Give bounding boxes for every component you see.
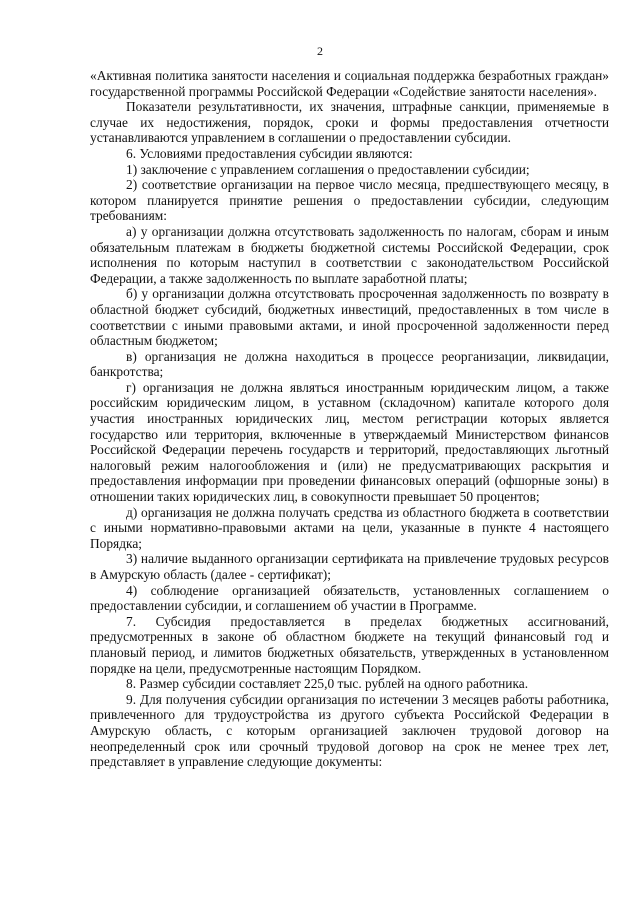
paragraph: в) организация не должна находиться в процессе реорганизации, ликвидации, банкротства; — [90, 348, 609, 380]
paragraph: д) организация не должна получать средства из областного бюджета в соответствии с иными нормативно-правовыми актами на цели, указанные в пункте 4 настоящего Порядка; — [90, 504, 609, 551]
page-number: 2 — [317, 44, 323, 58]
paragraph: 7. Субсидия предоставляется в пределах бюджетных ассигнований, предусмотренных в законе об областном бюджете на текущий финансовый год и плановый период, и лимитов бюджетных обязательств, утвержденных в установленном порядке на цели, предусмотренные настоящим Порядком. — [90, 613, 609, 676]
paragraph: 4) соблюдение организацией обязательств, установленных соглашением о предоставлении субсидии, и соглашением об участии в Программе. — [90, 582, 609, 614]
paragraph: 3) наличие выданного организации сертификата на привлечение трудовых ресурсов в Амурскую область (далее - сертификат); — [90, 551, 609, 582]
paragraph: а) у организации должна отсутствовать задолженность по налогам, сборам и иным обязательным платежам в бюджеты бюджетной системы Российской Федерации, срок исполнения по которым наступил в соответствии с законодательством Российской Федерации, а также задолженность по выплате заработной платы; — [90, 223, 609, 286]
paragraph: г) организация не должна являться иностранным юридическим лицом, а также российским юридическим лицом, в уставном (складочном) капитале которого доля участия иностранных юридических лиц, местом регистрации которых является государство или территория, включенные в утверждаемый Министерством финансов Российской Федерации перечень государств и территорий, предоставляющих льготный налоговый режим налогообложения и (или) не предусматривающих раскрытия и предоставления информации при проведении финансовых операций (офшорные зоны) в отношении таких юридических лиц, в совокупности превышает 50 процентов; — [90, 379, 609, 505]
paragraph: б) у организации должна отсутствовать просроченная задолженность по возврату в областной бюджет субсидий, бюджетных инвестиций, предоставленных в том числе в соответствии с иными правовыми актами, и иной просроченной задолженности перед областным бюджетом; — [90, 286, 609, 349]
paragraph: «Активная политика занятости населения и социальная поддержка безработных граждан» государственной программы Российской Федерации «Содействие занятости населения». — [90, 68, 609, 99]
paragraph: 9. Для получения субсидии организация по истечении 3 месяцев работы работника, привлеченного для трудоустройства из другого субъекта Российской Федерации в Амурскую область, с которым организацией заключен трудовой договор на неопределенный срок или срочный трудовой договор на срок не менее трех лет, представляет в управление следующие документы: — [90, 691, 609, 770]
paragraph: 1) заключение с управлением соглашения о предоставлении субсидии; — [126, 161, 530, 177]
paragraph: 2) соответствие организации на первое число месяца, предшествующего месяцу, в котором планируется принятие решения о предоставлении субсидии, следующим требованиям: — [90, 177, 609, 224]
document-body — [90, 68, 609, 770]
paragraph: Показатели результативности, их значения, штрафные санкции, применяемые в случае их недостижения, порядок, сроки и формы предоставления отчетности устанавливаются управлением в соглашении о предоставлении субсидии. — [90, 99, 609, 146]
paragraph: 6. Условиями предоставления субсидии являются: — [126, 145, 413, 161]
paragraph: 8. Размер субсидии составляет 225,0 тыс. рублей на одного работника. — [126, 676, 529, 692]
